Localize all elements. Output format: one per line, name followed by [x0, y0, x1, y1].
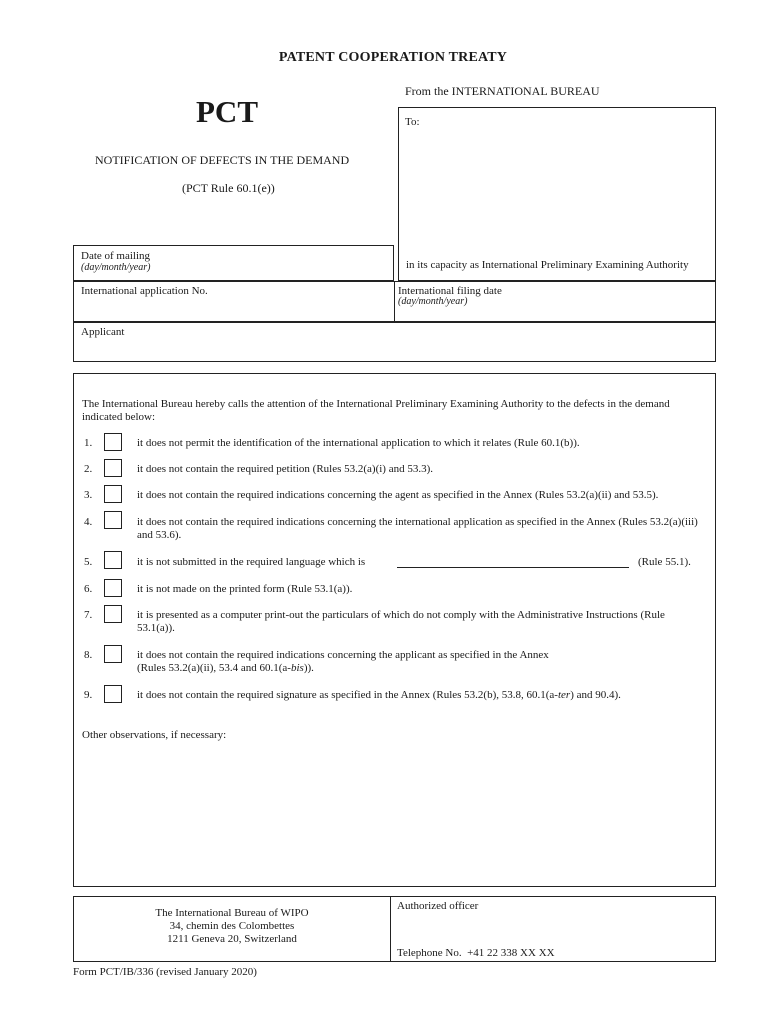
item-text-line2 — [137, 662, 702, 675]
item-number: 3. — [84, 489, 93, 501]
defect-checkbox-8[interactable] — [104, 645, 122, 663]
defect-checkbox-6[interactable] — [104, 579, 122, 597]
defect-checkbox-7[interactable] — [104, 605, 122, 623]
item-text-italic: bis — [290, 662, 304, 674]
item-number: 4. — [84, 516, 93, 528]
item-number: 9. — [84, 689, 93, 701]
notification-title: NOTIFICATION OF DEFECTS IN THE DEMAND — [95, 153, 350, 167]
item-suffix: (Rule 55.1). — [638, 556, 691, 568]
ib-address — [74, 907, 390, 946]
filing-date-label: International filing date — [398, 285, 502, 297]
defect-checkbox-2[interactable] — [104, 459, 122, 477]
to-box — [398, 107, 716, 281]
item-text-italic: ter — [557, 689, 571, 701]
capacity-text: in its capacity as International Preliminary Examining Authority — [406, 259, 689, 271]
item-number: 7. — [84, 609, 93, 621]
defect-checkbox-3[interactable] — [104, 485, 122, 503]
item-text: it is not submitted in the required language which is — [137, 556, 366, 568]
item-text: it does not permit the identification of the international application to which it relates (Rule 60.1(b)). — [137, 437, 580, 449]
intro-text: The International Bureau hereby calls the attention of the International Preliminary Examining Authority to the defects in the demand indicated below: — [82, 398, 670, 423]
item-text: it does not contain the required indications concerning the international application as specified in the Annex (Rules 53.2(a)(iii) and 53.6). — [137, 516, 698, 541]
language-blank-line[interactable] — [397, 567, 629, 568]
item-number: 2. — [84, 463, 93, 475]
other-observations-area[interactable] — [82, 748, 708, 878]
pct-heading: PCT — [196, 94, 258, 129]
defect-checkbox-1[interactable] — [104, 433, 122, 451]
item-text: it does not contain the required indications concerning the agent as specified in the Annex (Rules 53.2(a)(ii) and 53.5). — [137, 489, 659, 501]
rule-reference: (PCT Rule 60.1(e)) — [182, 181, 275, 195]
item-number: 8. — [84, 649, 93, 661]
footer-box — [73, 896, 716, 962]
filing-date-format: (day/month/year) — [398, 296, 468, 307]
item-text-line1: it does not contain the required indications concerning the applicant as specified in the Annex — [137, 649, 549, 661]
from-label: From the INTERNATIONAL BUREAU — [405, 84, 600, 98]
applicant-label: Applicant — [81, 326, 125, 338]
defect-checkbox-4[interactable] — [104, 511, 122, 529]
treaty-title: PATENT COOPERATION TREATY — [278, 50, 508, 65]
item-number: 5. — [84, 556, 93, 568]
row-divider — [394, 282, 395, 321]
item-number: 1. — [84, 437, 93, 449]
ib-address-line: 1211 Geneva 20, Switzerland — [167, 933, 297, 945]
other-observations-label: Other observations, if necessary: — [82, 729, 227, 741]
defect-checkbox-9[interactable] — [104, 685, 122, 703]
application-row — [73, 281, 716, 322]
telephone-label: Telephone No. +41 22 338 XX XX — [397, 947, 555, 959]
ib-address-line: 34, chemin des Colombettes — [169, 920, 295, 932]
to-label: To: — [405, 116, 420, 128]
item-text: it does not contain the required petition (Rules 53.2(a)(i) and 53.3). — [137, 463, 434, 475]
item-text-part: (Rules 53.2(a)(ii), 53.4 and 60.1(a- — [137, 662, 291, 674]
item-text — [137, 689, 702, 702]
form-identifier: Form PCT/IB/336 (revised January 2020) — [73, 966, 257, 978]
defect-checkbox-5[interactable] — [104, 551, 122, 569]
item-text-part: it does not contain the required signature as specified in the Annex (Rules 53.2(b), 53.8, 60.1(a- — [137, 689, 558, 701]
item-text: it is presented as a computer print-out the particulars of which do not comply with the Administrative Instructions (Rule 53.1(a)). — [137, 609, 665, 634]
international-application-label: International application No. — [81, 285, 208, 297]
ib-address-line: The International Bureau of WIPO — [155, 907, 309, 919]
date-of-mailing-box — [73, 245, 394, 281]
footer-divider — [390, 897, 391, 961]
date-of-mailing-format: (day/month/year) — [81, 262, 151, 273]
item-text — [137, 649, 702, 675]
applicant-box — [73, 322, 716, 362]
date-of-mailing-label: Date of mailing — [81, 250, 151, 262]
item-text-part: ) and 90.4). — [570, 689, 621, 701]
item-number: 6. — [84, 583, 93, 595]
authorized-officer-label: Authorized officer — [397, 900, 479, 912]
item-text-part: )). — [303, 662, 314, 674]
item-text: it is not made on the printed form (Rule 53.1(a)). — [137, 583, 353, 595]
